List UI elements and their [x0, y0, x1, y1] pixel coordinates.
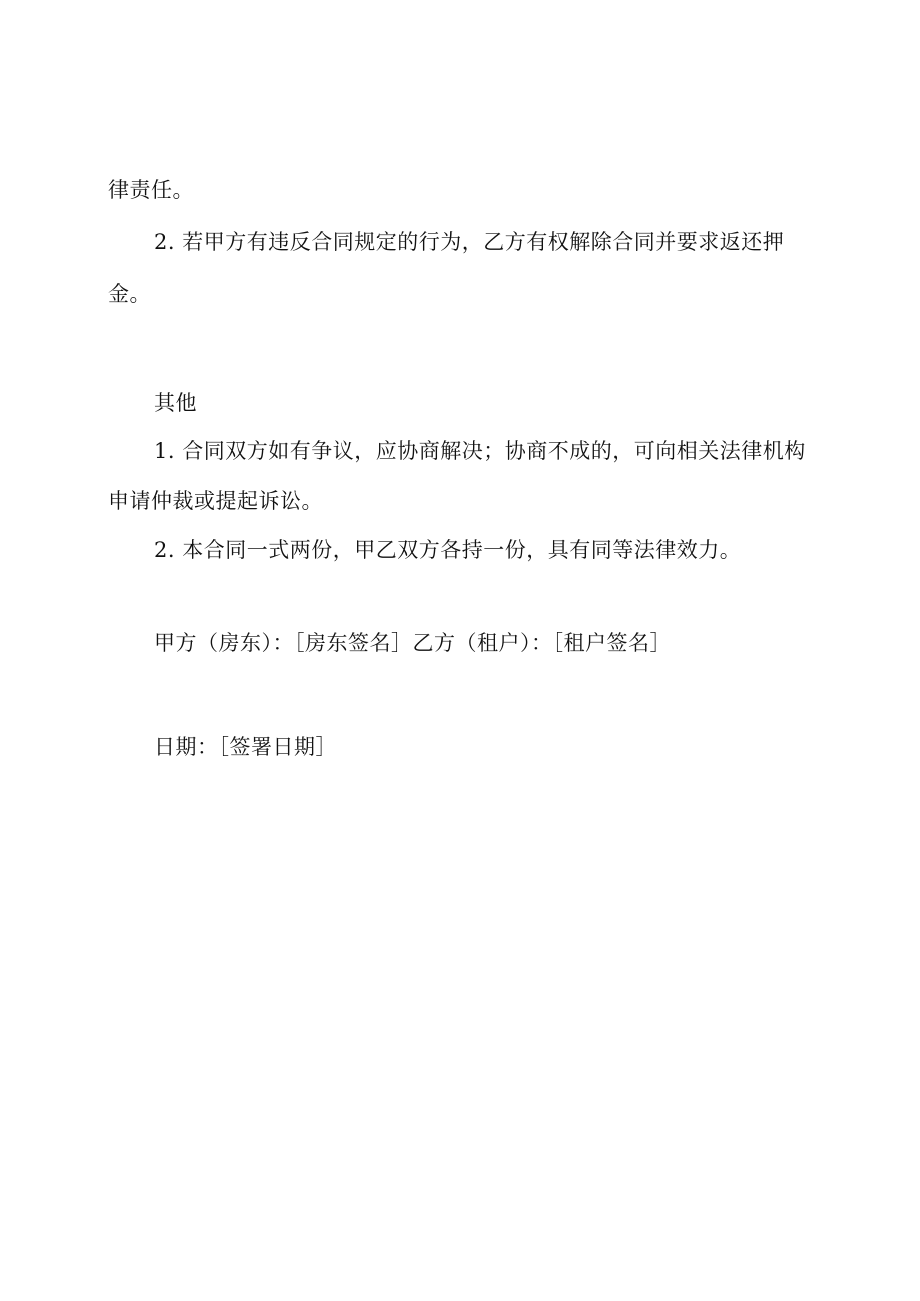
clause-item-2-line-1: 2. 若甲方有违反合同规定的行为，乙方有权解除合同并要求返还押 [154, 230, 785, 254]
other-item-1-line-2: 申请仲裁或提起诉讼。 [108, 489, 323, 513]
date-line: 日期：［签署日期］ [154, 735, 337, 759]
other-item-2: 2. 本合同一式两份，甲乙双方各持一份，具有同等法律效力。 [154, 538, 742, 562]
section-heading-other: 其他 [154, 391, 197, 415]
clause-item-2-line-2: 金。 [108, 282, 151, 306]
clause-continuation: 律责任。 [108, 178, 194, 202]
other-item-1-line-1: 1. 合同双方如有争议，应协商解决；协商不成的，可向相关法律机构 [154, 439, 806, 463]
signature-line: 甲方（房东）：［房东签名］乙方（租户）：［租户签名］ [154, 631, 671, 655]
